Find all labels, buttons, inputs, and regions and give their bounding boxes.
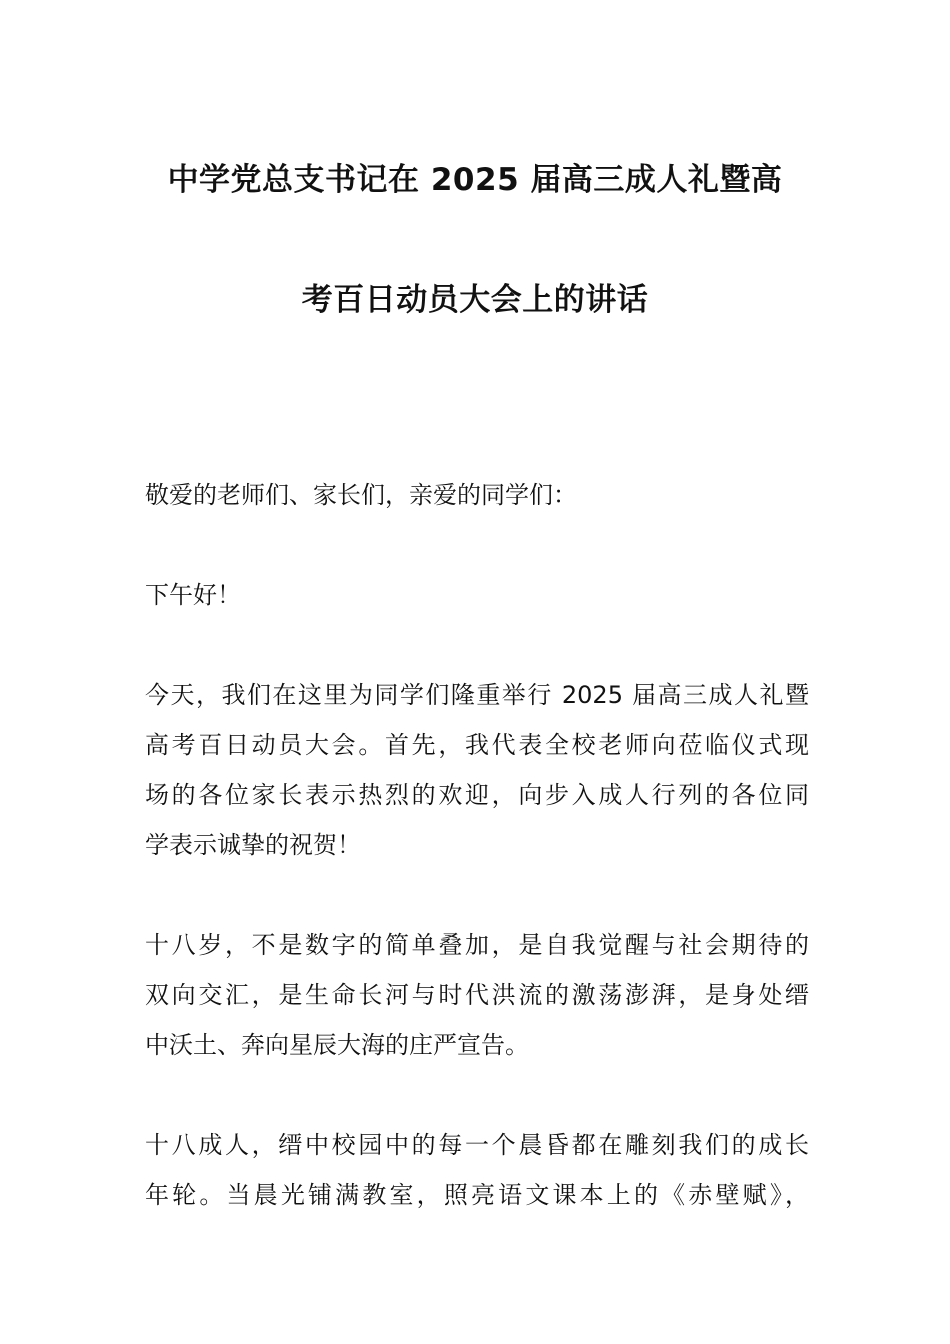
document-title-line-2: 考百日动员大会上的讲话 [301, 282, 649, 318]
text-line: 学表示诚挚的祝贺！ [145, 831, 361, 859]
paragraph-salutation [145, 470, 809, 520]
text-line: 今天，我们在这里为同学们隆重举行 2025 届高三成人礼暨 [145, 681, 809, 709]
paragraph-greeting [145, 570, 809, 620]
text-line: 下午好！ [145, 581, 241, 609]
text-line: 十八成人，缙中校园中的每一个晨昏都在雕刻我们的成长 [145, 1131, 809, 1159]
text-line: 十八岁，不是数字的简单叠加，是自我觉醒与社会期待的 [145, 931, 809, 959]
document-body [145, 470, 809, 1270]
paragraph-opening [145, 670, 809, 870]
paragraph-campus [145, 1120, 809, 1220]
text-line: 敬爱的老师们、家长们，亲爱的同学们： [145, 481, 577, 509]
document-title-line-1: 中学党总支书记在 2025 届高三成人礼暨高 [167, 162, 783, 198]
text-line: 高考百日动员大会。首先，我代表全校老师向莅临仪式现 [145, 731, 809, 759]
paragraph-eighteen [145, 920, 809, 1070]
text-line: 年轮。当晨光铺满教室，照亮语文课本上的《赤壁赋》， [145, 1181, 809, 1209]
text-line: 双向交汇，是生命长河与时代洪流的激荡澎湃，是身处缙 [145, 981, 809, 1009]
text-line: 中沃土、奔向星辰大海的庄严宣告。 [145, 1031, 529, 1059]
text-line: 场的各位家长表示热烈的欢迎，向步入成人行列的各位同 [145, 781, 809, 809]
